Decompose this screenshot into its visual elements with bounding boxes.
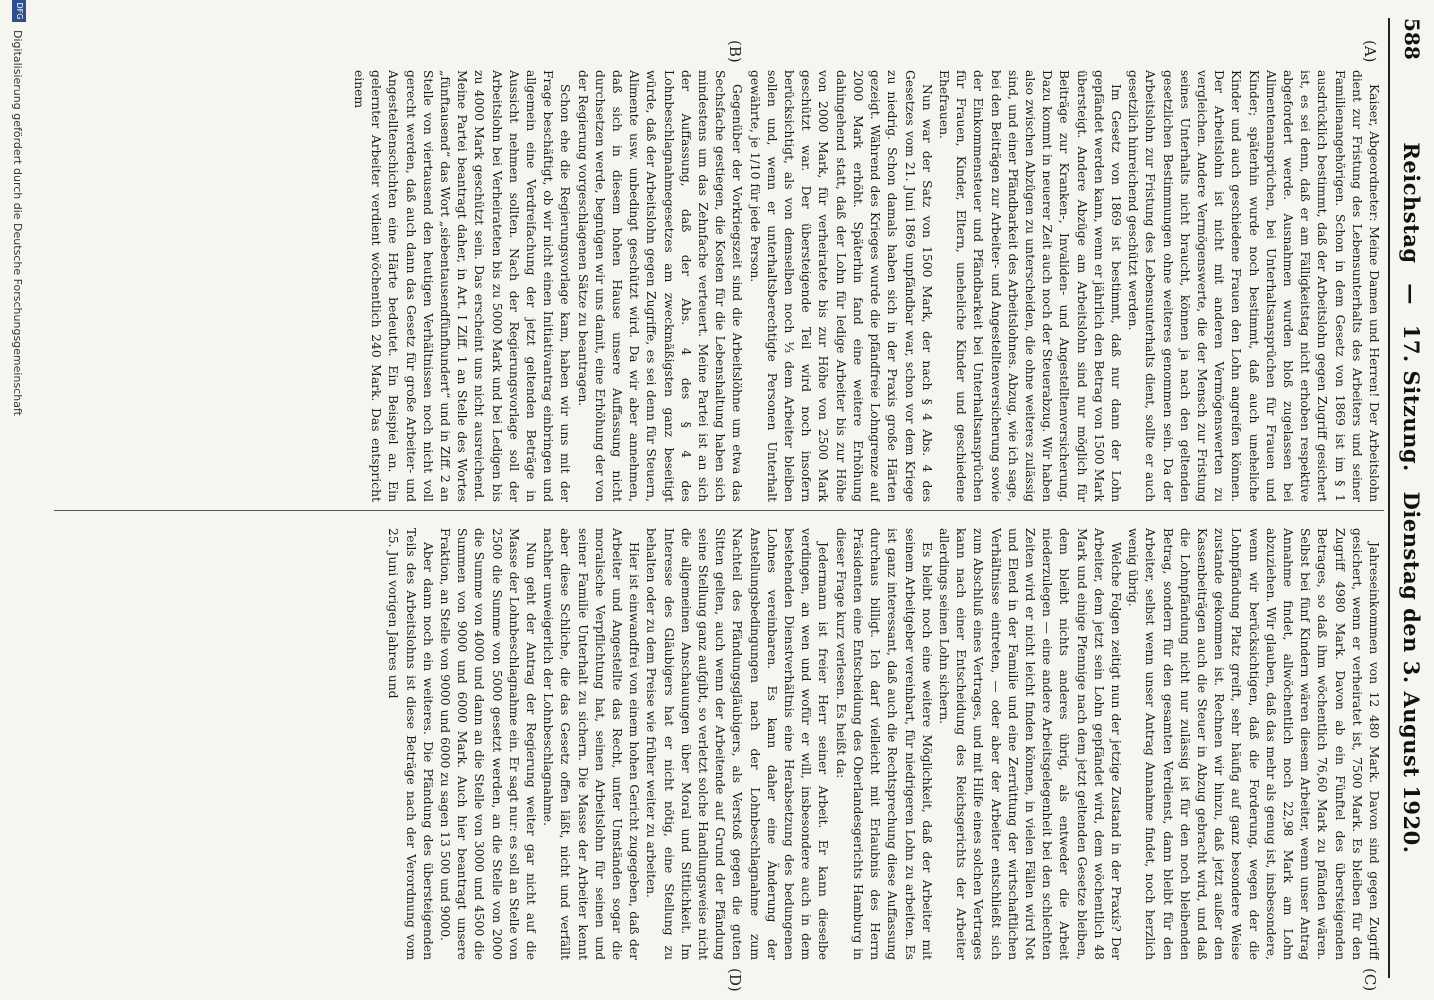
margin-marker-b: (B) [726,40,744,63]
right-column [62,528,1382,960]
running-head-dash: — [1399,283,1424,305]
paragraph: Kaiser, Abgeordneter: Meine Damen und Herren! Der Arbeitslohn dient zur Fristung des Lebensunterhalts des Arbeiters und seiner Familienangehörigen. Schon in dem Gesetz von 1869 ist im § 1 ausdrücklich bestimmt, daß der Arbeitslohn gegen Zugriff gesichert ist, es sei denn, daß er am Fälligkeitstag nicht erhoben respektive abgefordert werde. Ausnahmen wurden bloß zugelassen bei Alimentenansprüchen, bei Unterhaltsansprüchen für Frauen und Kinder; späterhin wurde noch bestimmt, daß auch uneheliche Kinder und auch geschiedene Frauen den Lohn angreifen können. Der Arbeitslohn ist nicht mit anderen Vermögenswerten zu vergleichen. Andere Vermögenswerte, die der Mensch zur Fristung seines Unterhalts nicht braucht, können ja nach den geltenden gesetzlichen Bestimmungen ohne weiteres genommen sein. Da der Arbeitslohn zur Fristung des Lebensunterhalts dient, sollte er auch gesetzlich hinreichend geschützt werden. [1126,70,1381,502]
running-head-session: 17. Sitzung. [1399,324,1424,472]
digitization-footer [0,0,34,1000]
running-head [1399,18,1424,978]
paragraph: Es bleibt noch eine weitere Möglichkeit, daß der Arbeiter mit seinem Arbeitgeber vereinbart, für niedrigeren Lohn zu arbeiten. Es ist ganz interessant, daß auch die Rechtsprechung diese Auffassung durchaus billigt. Ich darf vielleicht mit Erlaubnis des Herrn Präsidenten eine Entscheidung des Oberlandesgerichts Hamburg in dieser Frage kurz verlesen. Es heißt da: [833,528,934,960]
funding-note: Digitalisierung gefördert durch die Deutsche Forschungsgemeinschaft [11,30,24,416]
paragraph: Nun geht der Antrag der Regierung weiter gar nicht auf die Masse der Lohnbeschlagnahme ein. Er sagt nur: es soll an Stelle von 2500 die Summe von 5000 gesetzt werden, an die Stelle von 2000 die Summe von 4000 und dann an die Stelle von 3000 und 4500 die Summen von 9000 und 6000 Mark. Auch hier beantragt unsere Fraktion, an Stelle von 9000 und 6000 zu sagen 13 500 und 9000. [438,528,539,960]
paragraph: Aber dann noch ein weiteres. Die Pfändung des übersteigenden Teils des Arbeitslohns ist diese Beträge nach der Verordnung vom 25. Juni vorigen Jahres und [386,528,435,960]
page-number: 588 [1400,18,1424,60]
page-header [1388,18,1428,978]
paragraph: Gegenüber der Vorkriegszeit sind die Arbeitslöhne um etwa das Sechsfache gestiegen, die Kosten für die Lebenshaltung haben sich mindestens um das Zehnfache verteuert. Meine Partei ist an sich der Auffassung, daß der Abs. 4 des § 4 des Lohnbeschlagnahmegesetzes am zweckmäßigsten ganz beseitigt würde, daß der Arbeitslohn gegen Zugriffe, es sei denn für Steuern, Alimente usw. unbedingt geschützt wird. Da wir aber annehmen, daß sich in diesem hohen Hause unsere Auffassung nicht durchsetzen werde, begnügen wir uns damit, eine Erhöhung der von der Regierung vorgeschlagenen Sätze zu beantragen. [575,70,745,502]
left-column [62,70,1382,502]
margin-marker-a: (A) [1361,40,1379,63]
column-divider [54,510,1384,511]
dfg-logo: DFG [12,0,26,22]
paragraph: Schon ehe die Regierungsvorlage kam, haben wir uns mit der Frage beschäftigt, ob wir nicht einen Initiativantrag einbringen und allgemein eine Verdreifachung der jetzt geltenden Beträge in Aussicht nehmen sollten. Nach der Regierungsvorlage soll der Arbeitslohn bei Verheirateten bis zu 5000 Mark und bei Ledigen bis zu 4000 Mark geschützt sein. Das erscheint uns nicht ausreichend. Meine Partei beantragt daher, in Art. I Ziff. 1 an Stelle des Wortes „fünftausend“ das Wort „siebentausendfünfhundert“ und in Ziff. 2 an Stelle von viertausend den heutigen Verhältnissen noch nicht voll gerecht werden, daß auch dann das Gesetz für große Arbeiter- und Angestelltenschichten eine Härte bedeutet. Ein Beispiel an. Ein gelernter Arbeiter verdient wöchentlich 240 Mark. Das entspricht einem [352,70,573,502]
paragraph: Jahreseinkommen von 12 480 Mark. Davon sind gegen Zugriff gesichert, wenn er verheiratet ist, 7500 Mark. Es bleiben für den Zugriff 4980 Mark. Davon ab ein Fünftel des übersteigenden Betrages, so daß ihm wöchentlich 76,60 Mark zu pfänden wären. Selbst bei fünf Kindern wären diesem Arbeiter, wenn unser Antrag Annahme findet, allwöchentlich noch 22,98 Mark am Lohn abzuziehen. Wir glauben, daß das mehr als genug ist, insbesondere, wenn wir berücksichtigen, daß die Forderung, wegen der die Lohnpfändung Platz greift, sehr häufig auf ganz besondere Weise zustande gekommen ist. Rechnen wir hinzu, daß jetzt außer den Kassenbeiträgen auch die Steuer in Abzug gebracht wird, und daß die Lohnpfändung nicht nur zulässig ist für den noch bleibenden Betrag, sondern für den gesamten Verdienst, dann bleibt für den Arbeiter, selbst wenn unser Antrag Annahme findet, noch herzlich wenig übrig. [1126,528,1381,960]
running-head-source: Reichstag [1399,142,1424,264]
margin-marker-d: (D) [726,968,744,992]
quoted-paragraph: Jedermann ist freier Herr seiner Arbeit. Er kann dieselbe verdingen, an wen und wofür er will, insbesondere auch in dem bestehenden Dienstverhältnis eine Herabsetzung des bedungenen Lohnes vereinbaren. Es kann daher eine Änderung der Anstellungsbedingungen nach der Lohnbeschlagnahme zum Nachteil des Pfändungsgläubigers, als Verstoß gegen die guten Sitten gelten, auch wenn der Arbeitende auf Grund der Pfändung seine Stellung ganz aufgibt, so verletzt solche Handlungsweise nicht die allgemeinen Anschauungen über Moral und Sittlichkeit. Im Interesse des Gläubigers hat er nicht nötig, eine Stellung zu behalten oder zu dem Preise wie früher weiter zu arbeiten. [644,528,831,960]
paragraph: Nun war der Satz von 1500 Mark, der nach § 4 Abs. 4 des Gesetzes vom 21. Juni 1869 unpfändbar war, schon vor dem Kriege zu niedrig. Schon damals haben sich in der Praxis große Härten gezeigt. Während des Krieges wurde die pfändfreie Lohngrenze auf 2000 Mark erhöht. Späterhin fand eine weitere Erhöhung dahingehend statt, daß der Lohn für ledige Arbeiter bis zur Höhe von 2000 Mark, für verheiratete bis zur Höhe von 2500 Mark geschützt war. Der übersteigende Teil wird noch insofern berücksichtigt, als von demselben noch ⅓ dem Arbeiter bleiben sollen und, wenn er unterhaltsberechtigte Personen Unterhalt gewährte, je 1/10 für jede Person. [747,70,934,502]
running-head-date: Dienstag den 3. August 1920. [1399,491,1424,854]
paragraph: Hier ist einwandfrei von einem hohen Gericht zugegeben, daß der Arbeiter und Angestellte das Recht, unter Umständen sogar die moralische Verpflichtung hat, seinen Arbeitslohn für seinen und seiner Familie Unterhalt zu sichern. Die Masse der Arbeiter kennt aber diese Schliche, die das Gesetz offen läßt, nicht und verfällt nachher unweigerlich der Lohnbeschlagnahme. [541,528,642,960]
paragraph: Welche Folgen zeitigt nun der jetzige Zustand in der Praxis? Der Arbeiter, dem jetzt sein Lohn gepfändet wird, dem wöchentlich 48 Mark und einige Pfennige nach dem jetzt geltenden Gesetze bleiben, dem bleibt nichts anderes übrig, als entweder die Arbeit niederzulegen — eine andere Arbeitsgelegenheit bei den schlechten Zeiten wird er nicht leicht finden können, in vielen Fällen wird Not und Elend in der Familie und eine Zerrüttung der wirtschaftlichen Verhältnisse eintreten, — oder aber der Arbeiter entschließt sich zum Abschluß eines Vertrages, und mit Hilfe eines solchen Vertrages kann nach einer Entscheidung des Reichsgerichts der Arbeiter allerdings seinen Lohn sichern. [936,528,1123,960]
margin-marker-c: (C) [1361,968,1379,992]
paragraph: Im Gesetz von 1869 ist bestimmt, daß nur dann der Lohn gepfändet werden kann, wenn er jährlich den Betrag von 1500 Mark übersteigt. Andere Abzüge am Arbeitslohn sind nur möglich für Beiträge zur Kranken-, Invaliden- und Angestelltenversicherung. Dazu kommt in neuerer Zeit auch noch der Steuerabzug. Wir haben also zwischen Abzügen zu unterscheiden, die ohne weiteres zulässig sind, und einer Pfändbarkeit des Arbeitslohnes. Abzug, wie ich sage, bei den Beiträgen zur Arbeiter- und Angestelltenversicherung sowie der Einkommensteuer und Pfändbarkeit bei Unterhaltsansprüchen für Frauen, Kinder, Eltern, uneheliche Kinder und geschiedene Ehefrauen. [936,70,1123,502]
